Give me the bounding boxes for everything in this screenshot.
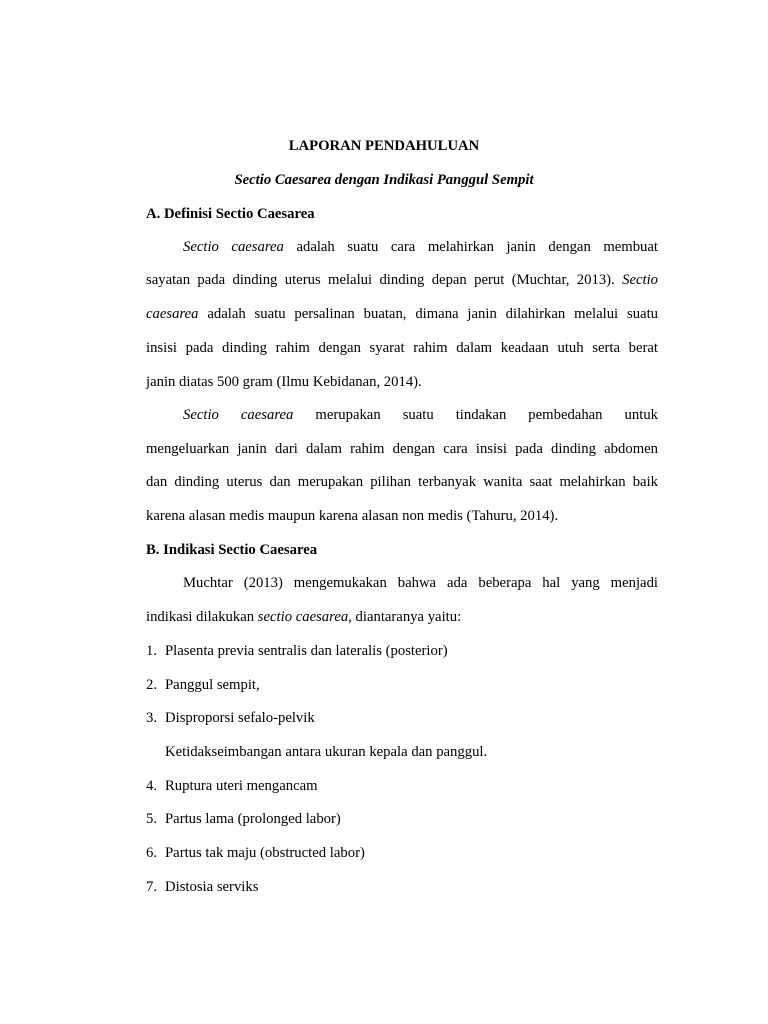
text: adalah suatu cara melahirkan janin dengan membuat — [296, 239, 658, 255]
paragraph-line — [146, 608, 461, 626]
text: adalah suatu persalinan buatan, dimana janin dilahirkan melalui suatu — [207, 306, 659, 322]
list-item: Partus lama (prolonged labor) — [165, 811, 341, 827]
term: Sectio — [622, 272, 658, 288]
list-number: 4. — [146, 778, 158, 794]
text: indikasi dilakukan — [146, 609, 255, 625]
list-number: 3. — [146, 710, 158, 726]
list-item: Ruptura uteri mengancam — [165, 778, 318, 794]
paragraph-line — [183, 406, 658, 424]
document-subtitle: Sectio Caesarea dengan Indikasi Panggul Sempit — [234, 172, 534, 188]
paragraph-line: insisi pada dinding rahim dengan syarat rahim dalam keadaan utuh serta berat — [146, 340, 658, 356]
text: merupakan suatu tindakan pembedahan untuk — [315, 407, 659, 423]
section-a-heading: A. Definisi Sectio Caesarea — [146, 206, 315, 222]
paragraph-line: dan dinding uterus dan merupakan pilihan terbanyak wanita saat melahirkan baik — [146, 474, 658, 490]
list-item: Panggul sempit, — [165, 677, 260, 693]
term: Sectio caesarea — [183, 407, 294, 423]
list-number: 6. — [146, 845, 158, 861]
section-b-heading: B. Indikasi Sectio Caesarea — [146, 542, 318, 558]
list-number: 5. — [146, 811, 158, 827]
list-number: 7. — [146, 879, 158, 895]
paragraph-line — [146, 271, 658, 289]
text: diantaranya yaitu: — [355, 609, 462, 625]
paragraph-line: janin diatas 500 gram (Ilmu Kebidanan, 2014). — [146, 374, 422, 390]
paragraph-line — [183, 238, 658, 256]
list-item: Distosia serviks — [165, 879, 259, 895]
document-title: LAPORAN PENDAHULUAN — [288, 138, 480, 154]
term: Sectio caesarea — [183, 239, 284, 255]
term: sectio caesarea, — [257, 609, 352, 625]
list-number: 2. — [146, 677, 158, 693]
list-item: Disproporsi sefalo-pelvik — [165, 710, 315, 726]
list-note: Ketidakseimbangan antara ukuran kepala dan panggul. — [165, 744, 488, 760]
paragraph-line: karena alasan medis maupun karena alasan non medis (Tahuru, 2014). — [146, 508, 559, 524]
paragraph-line: mengeluarkan janin dari dalam rahim dengan cara insisi pada dinding abdomen — [146, 441, 658, 457]
paragraph-line — [146, 305, 658, 323]
list-item: Partus tak maju (obstructed labor) — [165, 845, 365, 861]
term: caesarea — [146, 306, 199, 322]
paragraph-line: Muchtar (2013) mengemukakan bahwa ada beberapa hal yang menjadi — [183, 575, 658, 591]
list-item: Plasenta previa sentralis dan lateralis (posterior) — [165, 643, 448, 659]
list-number: 1. — [146, 643, 158, 659]
text: sayatan pada dinding uterus melalui dinding depan perut (Muchtar, 2013). — [146, 272, 615, 288]
